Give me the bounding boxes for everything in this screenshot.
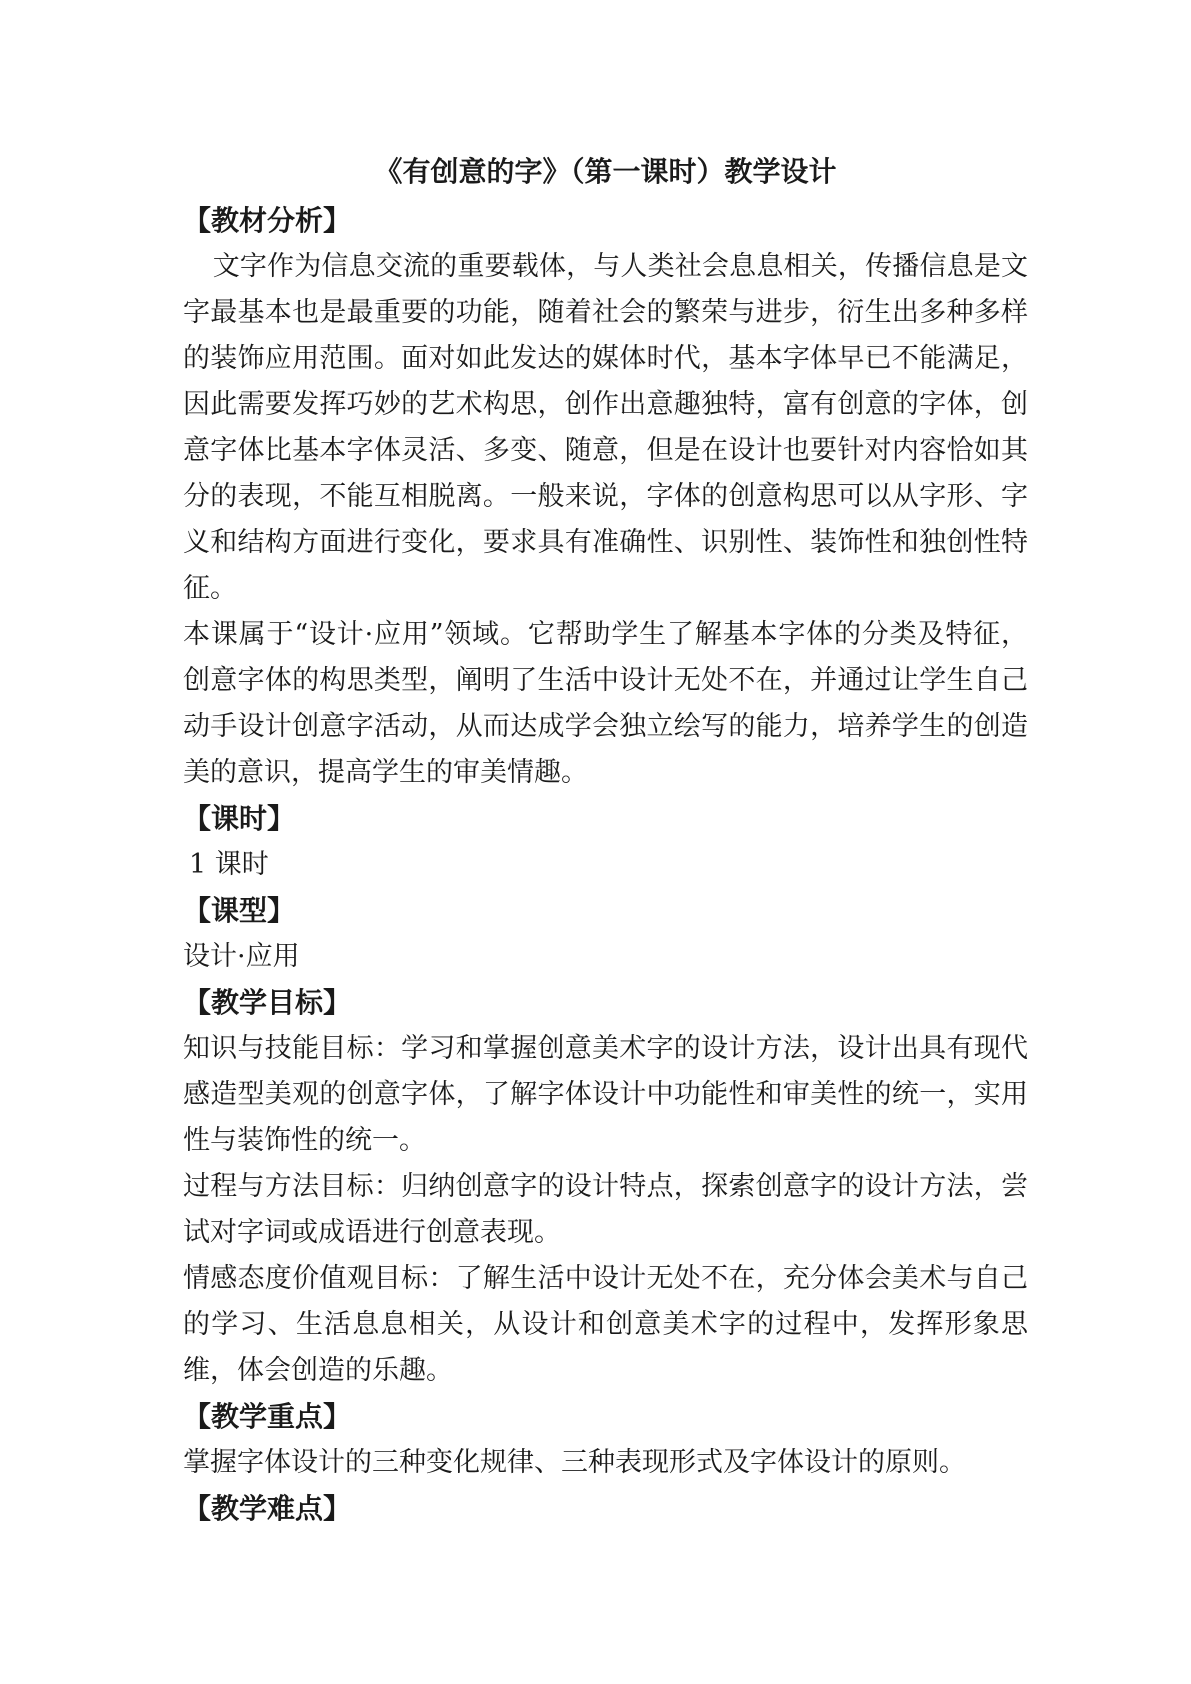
section-heading-type: 【课型】 bbox=[183, 894, 296, 927]
hours-text: 1 课时 bbox=[189, 849, 269, 880]
materials-paragraph-2: 本课属于“设计·应用”领域。它帮助学生了解基本字体的分类及特征，创意字体的构思类型，阐明了生活中设计无处不在，并通过让学生自己动手设计创意字活动，从而达成学会独立绘写的能力，培养学生的创造美的意识，提高学生的审美情趣。 bbox=[183, 619, 1028, 788]
document-title: 《有创意的字》（第一课时）教学设计 bbox=[374, 155, 837, 188]
document-body bbox=[183, 150, 1028, 1532]
type-text: 设计·应用 bbox=[183, 941, 300, 972]
section-heading-hours: 【课时】 bbox=[183, 802, 296, 835]
materials-paragraph-1: 文字作为信息交流的重要载体，与人类社会息息相关，传播信息是文字最基本也是最重要的功能，随着社会的繁荣与进步，衍生出多种多样的装饰应用范围。面对如此发达的媒体时代，基本字体早已不能满足，因此需要发挥巧妙的艺术构思，创作出意趣独特，富有创意的字体，创意字体比基本字体灵活、多变、随意，但是在设计也要针对内容恰如其分的表现，不能互相脱离。一般来说，字体的创意构思可以从字形、字义和结构方面进行变化，要求具有准确性、识别性、装饰性和独创性特征。 bbox=[183, 251, 1028, 604]
goal-process: 过程与方法目标：归纳创意字的设计特点，探索创意字的设计方法，尝试对字词或成语进行创意表现。 bbox=[183, 1171, 1028, 1248]
keypoints-text: 掌握字体设计的三种变化规律、三种表现形式及字体设计的原则。 bbox=[183, 1447, 966, 1478]
section-heading-goals: 【教学目标】 bbox=[183, 986, 352, 1019]
goal-emotion: 情感态度价值观目标：了解生活中设计无处不在，充分体会美术与自己的学习、生活息息相关，从设计和创意美术字的过程中，发挥形象思维，体会创造的乐趣。 bbox=[183, 1263, 1028, 1386]
section-heading-keypoints: 【教学重点】 bbox=[183, 1400, 352, 1433]
section-heading-difficulties: 【教学难点】 bbox=[183, 1492, 352, 1525]
section-heading-materials: 【教材分析】 bbox=[183, 204, 352, 237]
goal-knowledge: 知识与技能目标：学习和掌握创意美术字的设计方法，设计出具有现代感造型美观的创意字体，了解字体设计中功能性和审美性的统一，实用性与装饰性的统一。 bbox=[183, 1033, 1028, 1156]
